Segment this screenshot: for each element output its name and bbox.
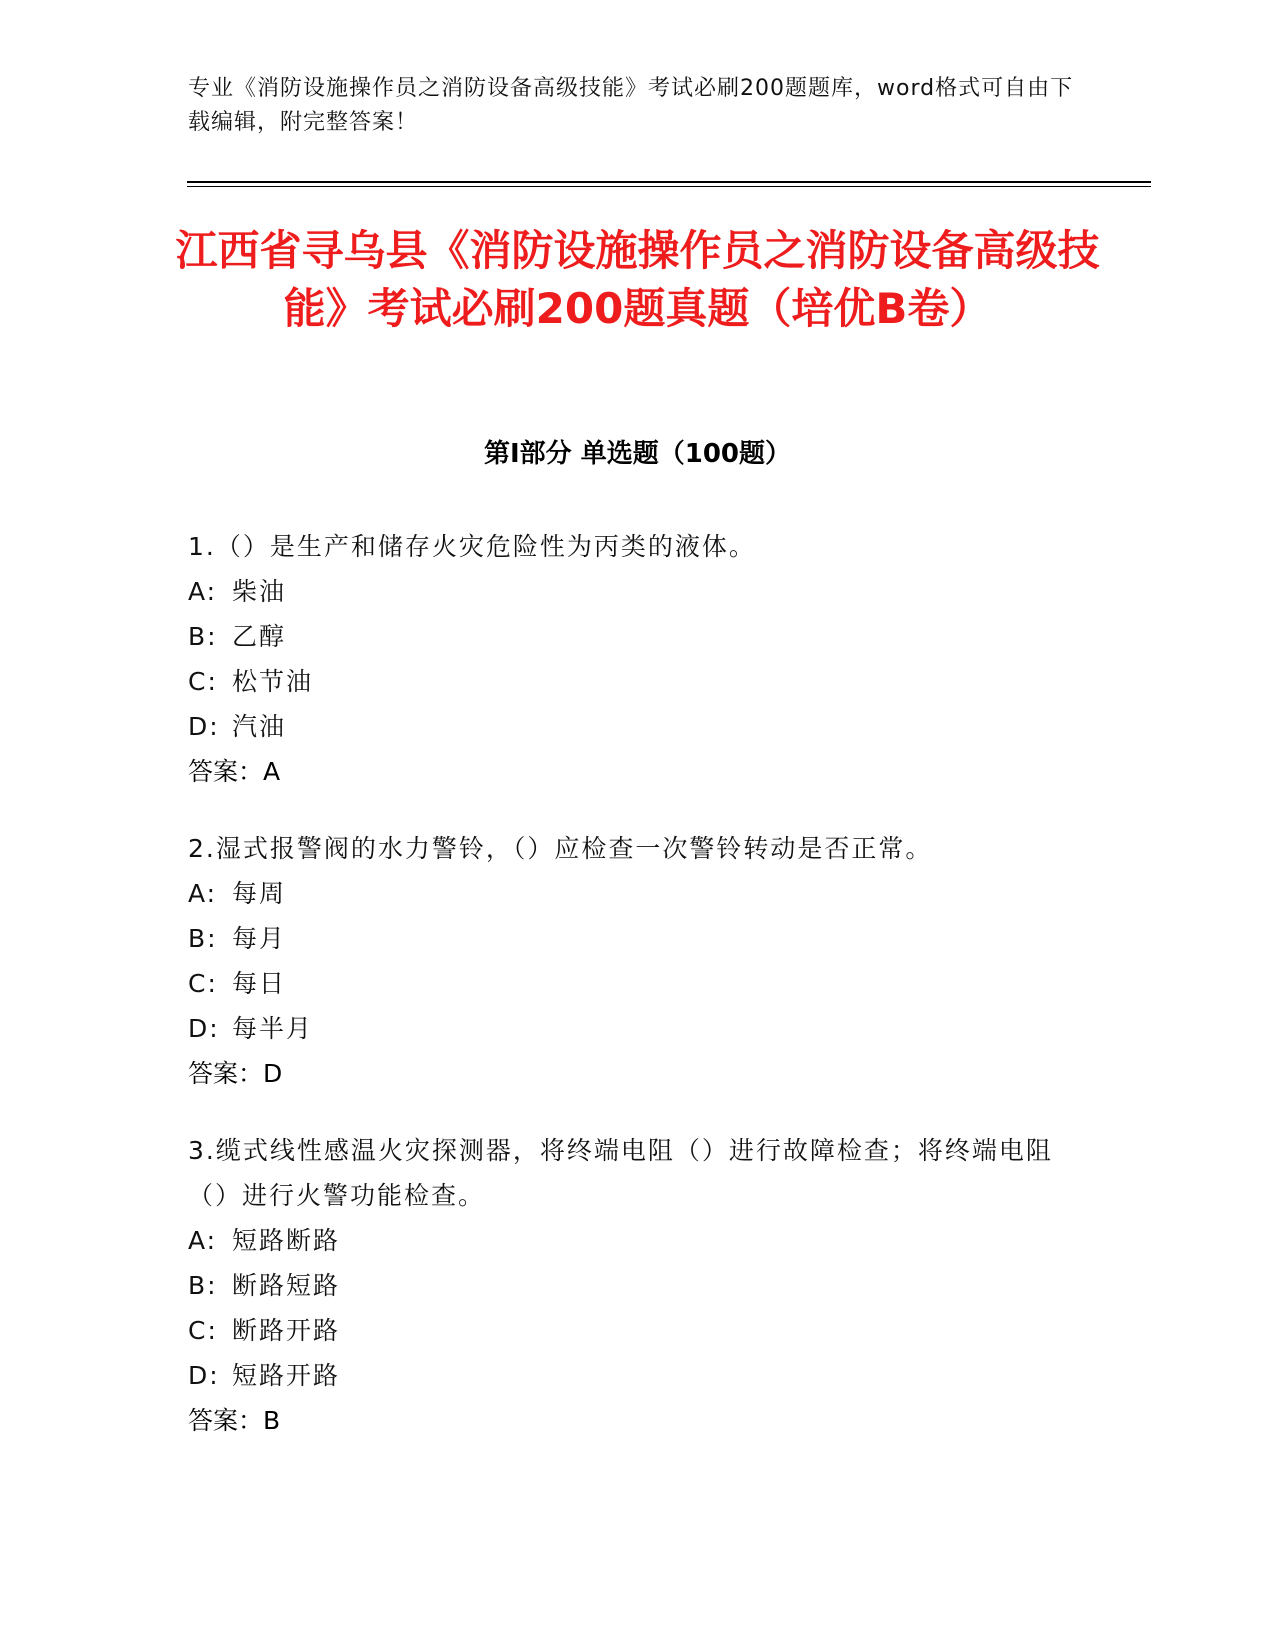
option-b xyxy=(188,1263,1068,1308)
option-key: D: xyxy=(188,1361,220,1390)
section-title: 第Ⅰ部分 单选题（100题） xyxy=(484,439,791,469)
answer-line: 答案：A xyxy=(188,757,281,786)
question-text: 3.缆式线性感温火灾探测器，将终端电阻（）进行故障检查；将终端电阻（）进行火警功能检查。 xyxy=(188,1136,1053,1210)
option-c xyxy=(188,1308,1068,1353)
question-text: 2.湿式报警阀的水力警铃，（）应检查一次警铃转动是否正常。 xyxy=(188,834,933,863)
option-d xyxy=(188,1353,1068,1398)
option-key: B: xyxy=(188,622,218,651)
option-value: 松节油 xyxy=(232,667,314,696)
option-key: B: xyxy=(188,1271,218,1300)
option-key: A: xyxy=(188,879,218,908)
option-value: 短路断路 xyxy=(232,1226,341,1255)
option-key: C: xyxy=(188,1316,218,1345)
option-c xyxy=(188,659,1068,704)
option-value: 每周 xyxy=(232,879,287,908)
document-title: 江西省寻乌县《消防设施操作员之消防设备高级技能》考试必刷200题真题（培优B卷） xyxy=(175,226,1100,333)
question-item xyxy=(188,1128,1068,1443)
question-item xyxy=(188,826,1068,1096)
header-divider-thick xyxy=(187,181,1151,183)
option-b xyxy=(188,614,1068,659)
question-item xyxy=(188,524,1068,794)
option-key: B: xyxy=(188,924,218,953)
option-a xyxy=(188,1218,1068,1263)
option-value: 乙醇 xyxy=(232,622,287,651)
answer-line: 答案：B xyxy=(188,1406,281,1435)
option-key: A: xyxy=(188,577,218,606)
header-divider-thin xyxy=(187,186,1151,187)
option-value: 柴油 xyxy=(232,577,287,606)
header-note: 专业《消防设施操作员之消防设备高级技能》考试必刷200题题库，word格式可自由下载编辑，附完整答案！ xyxy=(188,76,1074,135)
option-value: 断路短路 xyxy=(232,1271,341,1300)
option-value: 短路开路 xyxy=(232,1361,341,1390)
option-d xyxy=(188,1006,1068,1051)
answer-line: 答案：D xyxy=(188,1059,283,1088)
option-value: 断路开路 xyxy=(232,1316,341,1345)
question-list xyxy=(188,524,1068,1475)
option-b xyxy=(188,916,1068,961)
option-a xyxy=(188,871,1068,916)
option-key: C: xyxy=(188,969,218,998)
option-key: C: xyxy=(188,667,218,696)
option-d xyxy=(188,704,1068,749)
option-value: 每日 xyxy=(232,969,287,998)
option-key: D: xyxy=(188,712,220,741)
option-key: A: xyxy=(188,1226,218,1255)
option-key: D: xyxy=(188,1014,220,1043)
question-text: 1.（）是生产和储存火灾危险性为丙类的液体。 xyxy=(188,532,756,561)
option-a xyxy=(188,569,1068,614)
option-c xyxy=(188,961,1068,1006)
option-value: 汽油 xyxy=(232,712,287,741)
option-value: 每半月 xyxy=(232,1014,314,1043)
option-value: 每月 xyxy=(232,924,287,953)
